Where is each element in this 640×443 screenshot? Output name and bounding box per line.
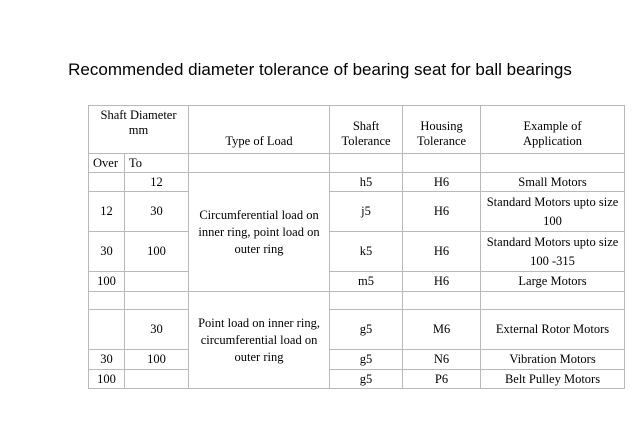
example-header [481, 106, 625, 154]
over-cell: 100 [89, 370, 125, 389]
to-cell: 12 [125, 173, 189, 192]
shaft-tolerance-header [330, 106, 403, 154]
subheader-row [89, 154, 625, 173]
unit-label: mm [128, 123, 149, 137]
table-row [89, 350, 625, 370]
housing-tolerance-label-1: Housing [420, 119, 463, 133]
shaft-diameter-label: Shaft Diameter [100, 108, 177, 122]
housing-tolerance-cell: P6 [403, 370, 481, 389]
load-type-cell: Circumferential load on inner ring, point load on outer ring [189, 173, 330, 292]
header-row [89, 106, 625, 154]
table-row [89, 370, 625, 389]
example-label-1: Example of [523, 119, 582, 133]
shaft-tolerance-cell: m5 [330, 272, 403, 292]
over-cell: 30 [89, 350, 125, 370]
shaft-tolerance-cell: g5 [330, 350, 403, 370]
example-cell: Standard Motors upto size 100 -315 [481, 232, 625, 272]
housing-tolerance-header [403, 106, 481, 154]
example-cell: Standard Motors upto size 100 [481, 192, 625, 232]
housing-tolerance-cell: H6 [403, 192, 481, 232]
housing-tolerance-cell: H6 [403, 232, 481, 272]
to-cell: 30 [125, 192, 189, 232]
to-cell [125, 272, 189, 292]
shaft-tolerance-cell: j5 [330, 192, 403, 232]
over-cell [89, 310, 125, 350]
shaft-tolerance-label-2: Tolerance [341, 134, 391, 148]
over-cell: 30 [89, 232, 125, 272]
shaft-diameter-header [89, 106, 189, 154]
over-cell: 12 [89, 192, 125, 232]
table-row [89, 272, 625, 292]
tolerance-table [88, 105, 625, 389]
housing-tolerance-cell: N6 [403, 350, 481, 370]
table-row [89, 310, 625, 350]
shaft-tolerance-label-1: Shaft [352, 119, 380, 133]
to-cell: 100 [125, 232, 189, 272]
example-cell: Small Motors [481, 173, 625, 192]
housing-tolerance-cell: H6 [403, 173, 481, 192]
shaft-tolerance-cell: g5 [330, 310, 403, 350]
shaft-tolerance-cell: h5 [330, 173, 403, 192]
load-type-cell: Point load on inner ring, circumferential load on outer ring [189, 292, 330, 389]
example-label-2: Application [523, 134, 583, 148]
example-cell: Large Motors [481, 272, 625, 292]
example-cell: Belt Pulley Motors [481, 370, 625, 389]
housing-tolerance-cell: M6 [403, 310, 481, 350]
table-row [89, 173, 625, 192]
over-cell [89, 173, 125, 192]
spacer-row [89, 292, 625, 310]
slide-title: Recommended diameter tolerance of bearing seat for ball bearings [68, 60, 572, 79]
table-row [89, 232, 625, 272]
type-of-load-header: Type of Load [189, 106, 330, 154]
to-header: To [125, 154, 189, 173]
table-row [89, 192, 625, 232]
example-cell: Vibration Motors [481, 350, 625, 370]
over-header: Over [89, 154, 125, 173]
to-cell: 30 [125, 310, 189, 350]
housing-tolerance-label-2: Tolerance [416, 134, 467, 148]
to-cell: 100 [125, 350, 189, 370]
shaft-tolerance-cell: g5 [330, 370, 403, 389]
example-cell: External Rotor Motors [481, 310, 625, 350]
housing-tolerance-cell: H6 [403, 272, 481, 292]
to-cell [125, 370, 189, 389]
over-cell: 100 [89, 272, 125, 292]
shaft-tolerance-cell: k5 [330, 232, 403, 272]
